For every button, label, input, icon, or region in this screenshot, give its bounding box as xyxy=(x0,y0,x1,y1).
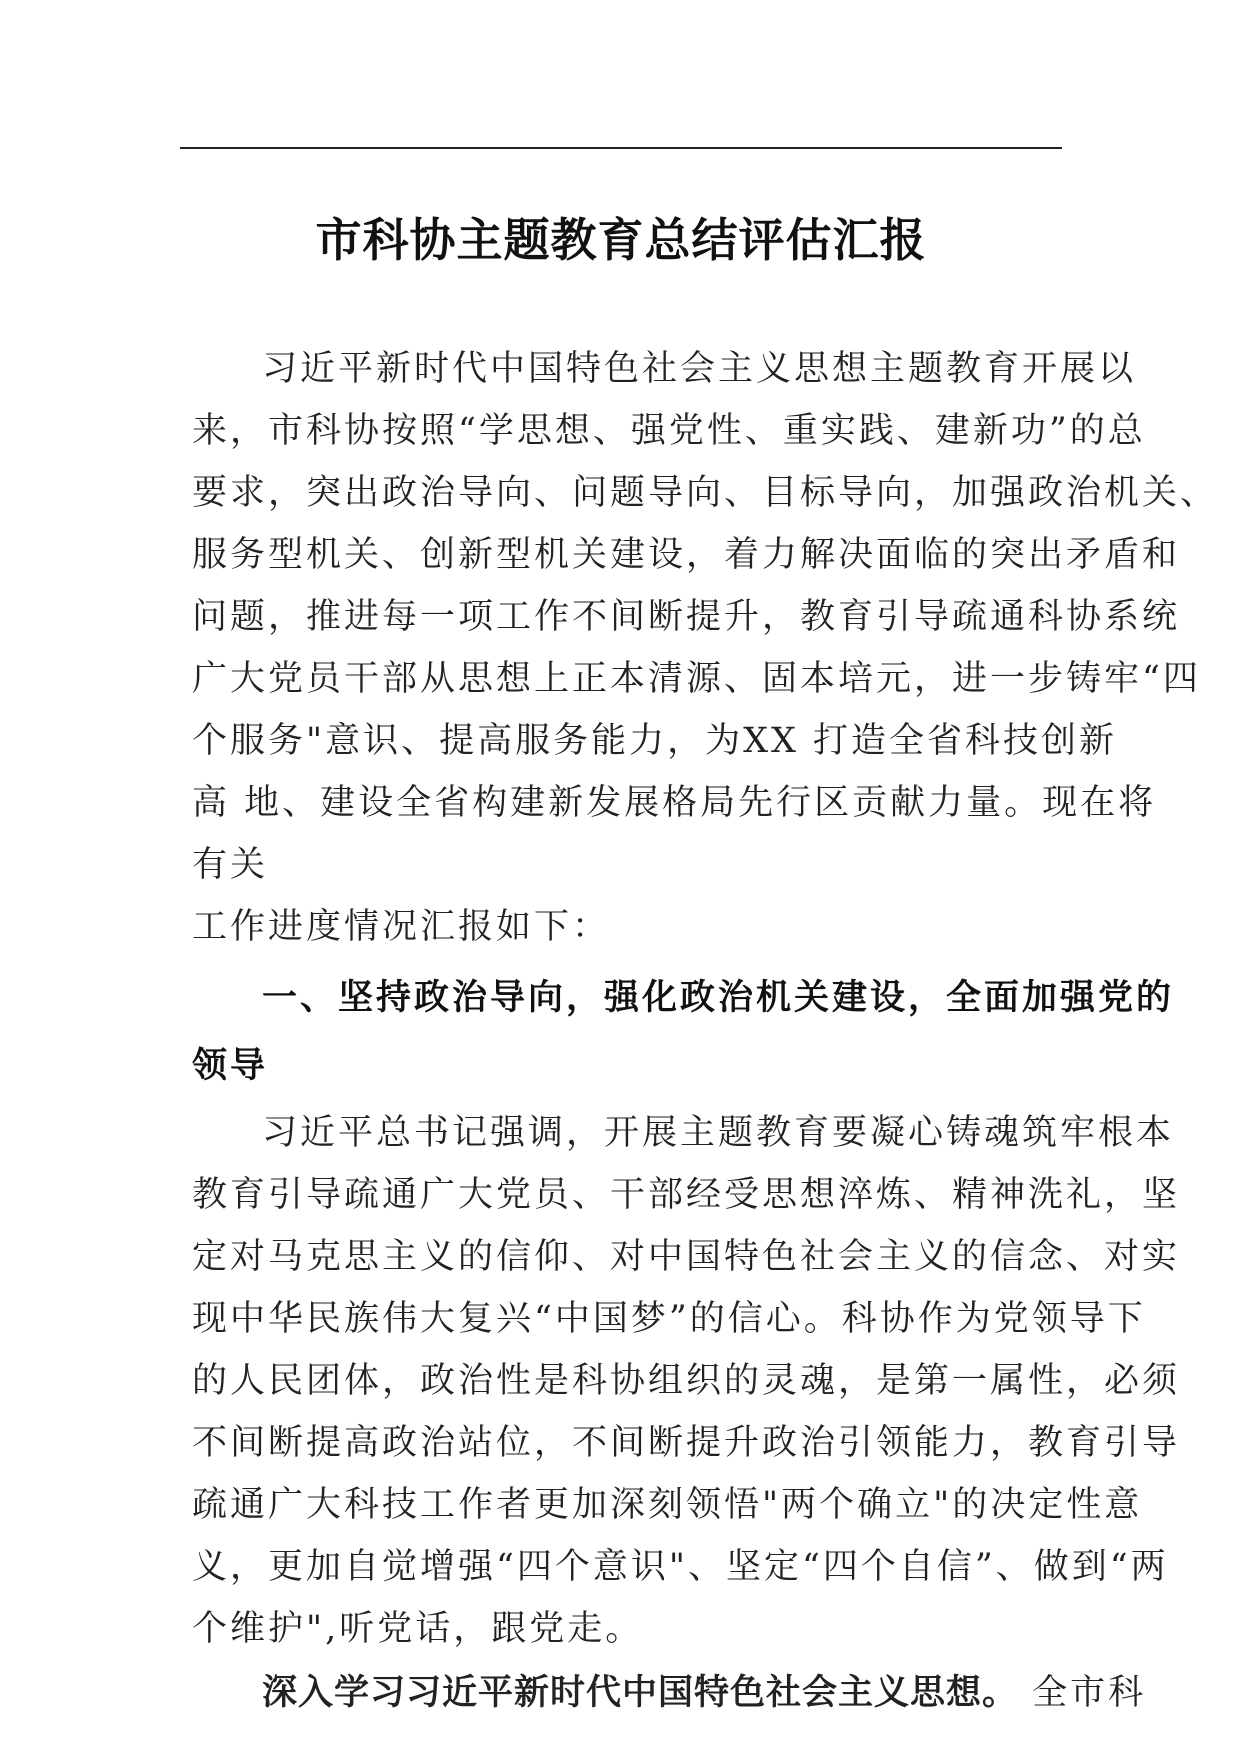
intro-line: 问题，推进每一项工作不间断提升，教育引导疏通科协系统 xyxy=(192,597,1181,637)
section-line: 定对马克思主义的信仰、对中国特色社会主义的信念、对实 xyxy=(192,1237,1181,1277)
section-line: 的人民团体，政治性是科协组织的灵魂，是第一属性，必须 xyxy=(192,1361,1181,1401)
section-heading-line: 一、坚持政治导向，强化政治机关建设，全面加强党的 xyxy=(262,978,1175,1018)
intro-line: 广大党员干部从思想上正本清源、固本培元，进一步铸牢“四 xyxy=(192,659,1201,699)
intro-line: 高 地、建设全省构建新发展格局先行区贡献力量。现在将 xyxy=(192,783,1157,823)
intro-line: 来，市科协按照“学思想、强党性、重实践、建新功”的总 xyxy=(192,411,1146,451)
section-heading xyxy=(192,964,1175,1100)
header-rule xyxy=(180,147,1062,149)
section-line: 义，更加自觉增强“四个意识"、坚定“四个自信”、做到“两 xyxy=(192,1547,1169,1587)
section-heading-line: 领导 xyxy=(192,1046,269,1086)
intro-line: 要求，突出政治导向、问题导向、目标导向，加强政治机关、 xyxy=(192,473,1219,513)
intro-paragraph xyxy=(192,338,1219,958)
intro-line: 个服务"意识、提高服务能力，为XX 打造全省科技创新 xyxy=(192,721,1118,761)
section-line: 疏通广大科技工作者更加深刻领悟"两个确立"的决定性意 xyxy=(192,1485,1143,1525)
section-line: 现中华民族伟大复兴“中国梦”的信心。科协作为党领导下 xyxy=(192,1299,1146,1339)
subpoint-paragraph xyxy=(192,1662,1147,1724)
section-line: 教育引导疏通广大党员、干部经受思想淬炼、精神洗礼，坚 xyxy=(192,1175,1181,1215)
section-line: 习近平总书记强调，开展主题教育要凝心铸魂筑牢根本 xyxy=(262,1113,1175,1153)
subpoint-text: 全市科 xyxy=(1018,1673,1147,1713)
section-line: 个维护",听党话，跟党走。 xyxy=(192,1609,644,1649)
intro-line: 服务型机关、创新型机关建设，着力解决面临的突出矛盾和 xyxy=(192,535,1181,575)
intro-line: 工作进度情况汇报如下： xyxy=(192,907,611,947)
section-line: 不间断提高政治站位，不间断提升政治引领能力，教育引导 xyxy=(192,1423,1181,1463)
section-paragraph xyxy=(192,1102,1181,1660)
document-title: 市科协主题教育总结评估汇报 xyxy=(315,213,927,267)
intro-line: 习近平新时代中国特色社会主义思想主题教育开展以 xyxy=(262,349,1137,389)
intro-line: 有关 xyxy=(192,845,269,885)
subpoint-heading: 深入学习习近平新时代中国特色社会主义思想。 xyxy=(262,1673,1019,1713)
subpoint-line xyxy=(192,1662,1147,1724)
